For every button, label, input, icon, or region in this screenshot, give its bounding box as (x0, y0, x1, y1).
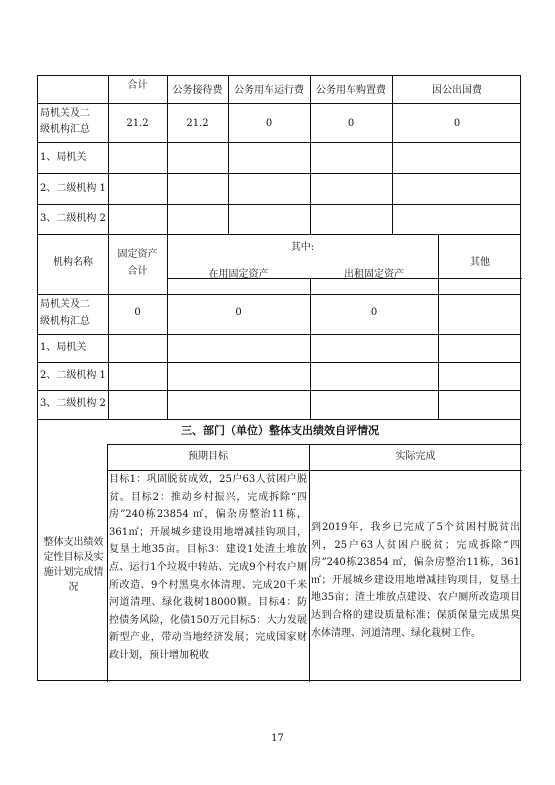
row-line (38, 362, 520, 363)
col-line (310, 76, 311, 234)
value-cell: 0 (235, 307, 242, 318)
value-cell: 0 (347, 118, 355, 129)
col-line (167, 234, 168, 419)
header-org-name: 机构名称 (53, 257, 93, 268)
value-cell: 0 (370, 307, 378, 318)
value-cell: 0 (453, 118, 461, 129)
row-line (38, 204, 520, 205)
header-car-purchase: 公务用车购置费 (316, 85, 386, 96)
section-title: 三、部门（单位）整体支出绩效自评情况 (181, 424, 379, 437)
row-line (38, 142, 520, 143)
row-label: 1、局机关 (40, 152, 87, 163)
row-line (107, 444, 522, 445)
row-line (38, 234, 520, 235)
header-of-which: 其中: (290, 242, 315, 253)
left-label: 整体支出绩效定性目标及实施计划完成情况 (43, 537, 104, 593)
value-cell: 0 (134, 307, 141, 318)
col-line (167, 76, 168, 234)
header-expected: 预期目标 (188, 451, 228, 462)
row-label: 局机关及二 (40, 299, 90, 310)
col-line (228, 76, 229, 234)
row-label: 2、二级机构 1 (40, 370, 106, 381)
row-line (38, 103, 520, 104)
row-line (38, 334, 520, 335)
expected-text: 目标1：巩固脱贫成效，25户63人贫困户脱贫。目标2：推动乡村振兴，完成拆除“四房”240栋23854 ㎡，偏杂房整治11栋，361㎡；开展城乡建设用地增减挂钩项目，复垦土地35亩。目标3：建设1处渣土堆放点、运行1个垃圾中转站、完成9个村农户厕所改造、9个村黑臭水体清理、完成20千米河道清理、绿化栽树18000颗。目标4：防控债务风险，化债150万元目标5：大力发展新型产业，带动当地经济发展；完成国家财政计划，预计增加税收 (109, 474, 307, 661)
value-cell: 0 (265, 118, 273, 129)
value-cell: 21.2 (126, 118, 149, 129)
header-fixed-assets-total: 合计 (127, 266, 148, 277)
header-overseas: 因公出国费 (432, 85, 482, 96)
col-line (310, 278, 311, 419)
row-line (38, 390, 520, 391)
col-line (309, 444, 310, 682)
header-actual: 实际完成 (395, 451, 436, 462)
actual-text: 到2019年，我乡已完成了5个贫困村脱贫出列，25户63人贫困户脱贫；完成拆除“四房”240栋23854 ㎡，偏杂房整治11栋，361㎡；开展城乡建设用地增减挂钩项目，复垦土地35亩；渣土堆放点建设、农户厕所改造项目达到合格的建设质量标准；保质保量完成黑臭水体清理、河道清理、绿化栽树工作。 (311, 522, 520, 639)
header-fixed-assets: 固定资产 (117, 249, 158, 260)
row-label: 3、二级机构 2 (40, 213, 106, 224)
header-other: 其他 (470, 257, 490, 268)
budget-table (37, 75, 521, 681)
header-reception: 公务接待费 (172, 85, 223, 96)
row-label: 2、二级机构 1 (40, 183, 106, 194)
row-line (38, 294, 520, 295)
row-line (38, 173, 520, 174)
row-line (38, 419, 520, 420)
row-label: 1、局机关 (40, 342, 87, 353)
col-line (107, 444, 108, 682)
page-number: 17 (271, 733, 284, 744)
header-car-operation: 公务用车运行费 (234, 85, 304, 96)
header-rented: 出租固定资产 (344, 269, 404, 280)
row-label: 级机构汇总 (40, 316, 90, 327)
header-total: 合计 (127, 80, 148, 91)
header-in-use: 在用固定资产 (208, 269, 269, 280)
row-label: 3、二级机构 2 (40, 398, 106, 409)
col-line (108, 76, 109, 234)
col-line (392, 76, 393, 234)
row-label: 级机构汇总 (40, 124, 90, 135)
row-label: 局机关及二 (40, 108, 90, 119)
value-cell: 21.2 (186, 118, 209, 129)
